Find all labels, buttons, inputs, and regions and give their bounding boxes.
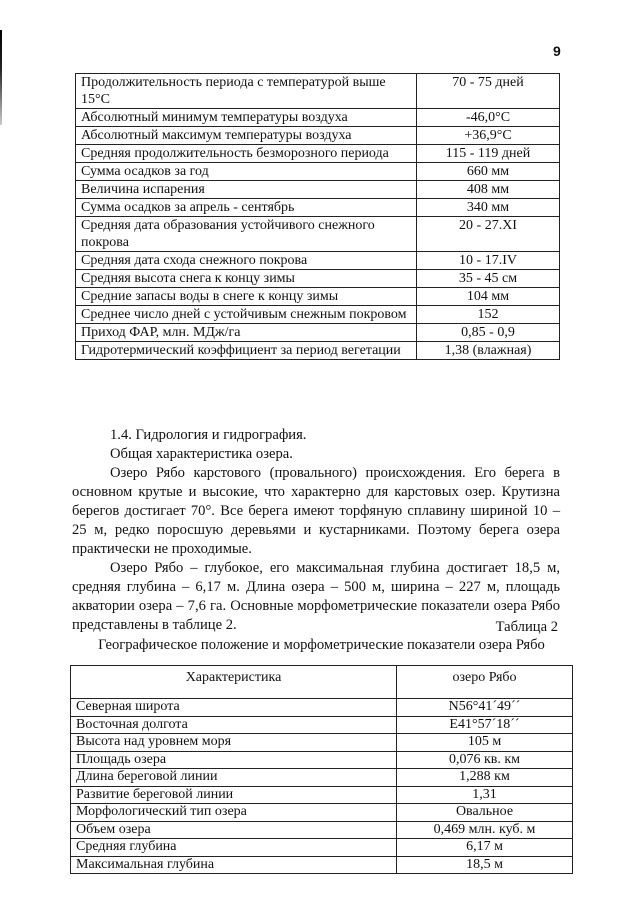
table-label: Таблица 2 — [495, 619, 558, 635]
table-row — [71, 804, 573, 822]
row-value: 0,85 - 0,9 — [417, 324, 560, 342]
table-row — [71, 699, 573, 717]
row-label: Приход ФАР, млн. МДж/га — [76, 324, 417, 342]
row-value: 105 м — [397, 734, 573, 752]
row-value: 0,469 млн. куб. м — [397, 821, 573, 839]
section-subheading: Общая характеристика озера. — [110, 446, 293, 462]
table-row — [76, 288, 560, 306]
table-caption: Географическое положение и морфометрические показатели озера Рябо — [98, 637, 545, 653]
row-label: Средняя высота снега к концу зимы — [76, 270, 417, 288]
header-characteristic: Характеристика — [71, 666, 397, 699]
row-value: Овальное — [397, 804, 573, 822]
table-row — [71, 839, 573, 857]
row-value: 18,5 м — [397, 856, 573, 874]
row-label: Абсолютный максимум температуры воздуха — [76, 127, 417, 145]
row-value: 10 - 17.IV — [417, 252, 560, 270]
row-value: 340 мм — [417, 199, 560, 217]
row-value: 6,17 м — [397, 839, 573, 857]
table-row — [76, 181, 560, 199]
table-row — [76, 217, 560, 252]
row-label: Площадь озера — [71, 751, 397, 769]
table-row — [76, 199, 560, 217]
row-value: -46,0°С — [417, 109, 560, 127]
table-row — [71, 821, 573, 839]
table-row — [76, 145, 560, 163]
row-label: Величина испарения — [76, 181, 417, 199]
row-label: Гидротермический коэффициент за период вегетации — [76, 342, 417, 360]
header-value: озеро Рябо — [397, 666, 573, 699]
table-row — [76, 163, 560, 181]
table-row — [71, 856, 573, 874]
table-row — [76, 306, 560, 324]
row-value: 1,38 (влажная) — [417, 342, 560, 360]
row-label: Продолжительность периода с температурой выше 15°С — [76, 74, 417, 109]
row-label: Средние запасы воды в снеге к концу зимы — [76, 288, 417, 306]
row-label: Развитие береговой линии — [71, 786, 397, 804]
row-value: 408 мм — [417, 181, 560, 199]
row-label: Морфологический тип озера — [71, 804, 397, 822]
table-row — [71, 734, 573, 752]
row-value: 115 - 119 дней — [417, 145, 560, 163]
scan-edge-artifact — [0, 30, 2, 125]
row-value: N56°41´49´´ — [397, 699, 573, 717]
row-value: 104 мм — [417, 288, 560, 306]
row-value: 1,31 — [397, 786, 573, 804]
row-label: Абсолютный минимум температуры воздуха — [76, 109, 417, 127]
table-row — [71, 716, 573, 734]
paragraph-morphometry: Озеро Рябо – глубокое, его максимальная глубина достигает 18,5 м, средняя глубина – 6,17 м. Длина озера – 500 м, ширина – 227 м, площадь акватории озера – 7,6 га. Основные морфометрические показатели озера Рябо представлены в таблице 2. — [72, 560, 560, 633]
row-label: Максимальная глубина — [71, 856, 397, 874]
row-label: Средняя дата схода снежного покрова — [76, 252, 417, 270]
row-label: Длина береговой линии — [71, 769, 397, 787]
table-header-row — [71, 666, 573, 699]
paragraph-origin: Озеро Рябо карстового (провального) происхождения. Его берега в основном крутые и высокие, что характерно для карстовых озер. Крутизна берегов достигает 70°. Все берега имеют торфяную сплавину шириной 10 – 25 м, редко поросшую деревьями и кустарниками. Поэтому берега озера практически не проходимые. — [72, 465, 560, 557]
row-label: Средняя продолжительность безморозного периода — [76, 145, 417, 163]
row-label: Среднее число дней с устойчивым снежным покровом — [76, 306, 417, 324]
row-value: 1,288 км — [397, 769, 573, 787]
row-label: Восточная долгота — [71, 716, 397, 734]
row-label: Объем озера — [71, 821, 397, 839]
row-label: Средняя глубина — [71, 839, 397, 857]
page-number: 9 — [553, 43, 561, 59]
table-row — [71, 769, 573, 787]
row-value: 0,076 кв. км — [397, 751, 573, 769]
table-row — [76, 252, 560, 270]
row-label: Сумма осадков за апрель - сентябрь — [76, 199, 417, 217]
row-value: 70 - 75 дней — [417, 74, 560, 109]
row-value: 152 — [417, 306, 560, 324]
row-label: Северная широта — [71, 699, 397, 717]
row-label: Высота над уровнем моря — [71, 734, 397, 752]
row-value: E41°57´18´´ — [397, 716, 573, 734]
table-row — [76, 324, 560, 342]
table-row — [76, 109, 560, 127]
row-label: Средняя дата образования устойчивого снежного покрова — [76, 217, 417, 252]
section-heading: 1.4. Гидрология и гидрография. — [110, 427, 307, 443]
row-value: 20 - 27.XI — [417, 217, 560, 252]
table-row — [76, 74, 560, 109]
table-row — [71, 751, 573, 769]
table-row — [71, 786, 573, 804]
row-value: 35 - 45 см — [417, 270, 560, 288]
morphometry-table — [70, 665, 573, 874]
table-row — [76, 127, 560, 145]
table-row — [76, 270, 560, 288]
row-value: +36,9°С — [417, 127, 560, 145]
climate-table — [75, 73, 560, 360]
row-label: Сумма осадков за год — [76, 163, 417, 181]
row-value: 660 мм — [417, 163, 560, 181]
table-row — [76, 342, 560, 360]
